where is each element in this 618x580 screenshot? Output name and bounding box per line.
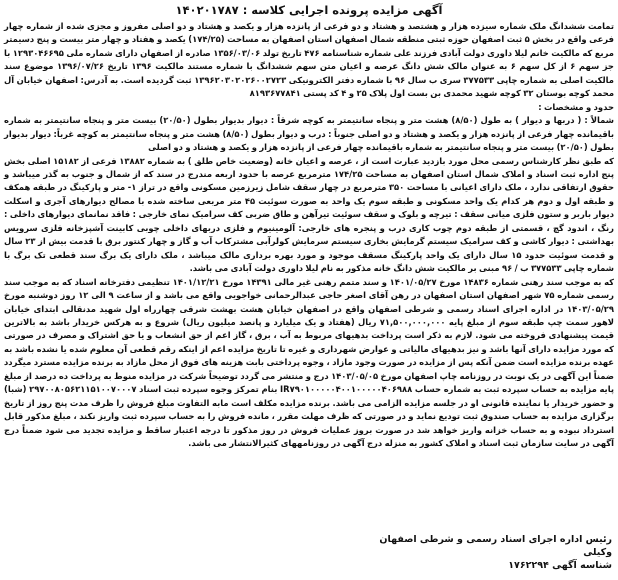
- boundaries-heading: حدود و مشخصات :: [538, 101, 614, 112]
- expert-assessment: که طبق نظر کارشناس رسمی محل مورد بازدید عبارت است از ، عرصه و اعیان خانه (وضعیت خاص طلق ) به شماره ۱۳۸۸۲ فرعی از ۱۵۱۸۲ اصلی بخش پنج اداره ثبت اسناد و املاک شمال استان اصفهان به مساحت ۱۷۴/۲۵ مترمربع عرصه با حدود اربعه مندرج در سند که از شمال و جنوب به گذر میباشد و حقوق ارتفاقی ندارد ، ملک دارای اعیانی با مساحت ۳۵۰ مترمربع در چهار سقف شامل زیرزمین مسکونی واقع در تراز ۱- متر و پارکینگ در طبقه همکف و طبقه اول و دوم هر کدام یک واحد مسکونی و طبقه سوم یک واحد به صورت سوئیت ۴۵ متر مربعی ساخته شده با مصالح دیوارهای آجری و اسکلت دیوار باربر و ستون فلزی میانی سقف : تیرچه و بلوک و سقف سوئیت تیرآهن و طاق ضربی کف سرامیک نمای خارجی : فاقد نمانمای دیوارهای داخلی : رنگ ، اندود گچ ، قسمتی از طبقه دوم چوب کاری درب و پنجره های خارجی: آلومینیوم و فلزی دربهای داخلی چوبی کابینت آشپزخانه فلزی سرویس بهداشتی : دیوار کاشی و کف سرامیک سیستم گرمایش بخاری سیستم سرمایش کولرآبی مشترکاب آب و گاز و چهار کنتور برق با قدمت بیش از ۲۳ سال و قدمت سوئیت حدود ۱۵ سال دارای یک واحد پارکینگ مسقف موجود و مورد بهره برداری مالک میباشد ، ملک دارای یک برگ سند قطعی تک برگ با شماره چاپی ۳۷۷۵۳۳ ب / ۹۶ مبنی بر مالکیت شش دانگ خانه مذکور به نام لیلا داوری دولت آبادی می باشد.: [4, 155, 615, 274]
- notice-id: شناسه آگهی ۱۷۶۲۲۹۴: [508, 560, 612, 571]
- signature-office: رئیس اداره اجرای اسناد رسمی و شرطی اصفهان: [379, 534, 612, 545]
- signature-block: [379, 533, 614, 572]
- auction-notice: [4, 2, 614, 576]
- notice-title: آگهی مزایده پرونده اجرایی کلاسه : ۱۴۰۲۰۱۷۸۷: [175, 3, 443, 17]
- property-description: تمامت ششدانگ ملک شماره سیزده هزار و هشتصد و هشتاد و دو فرعی از پانزده هزار و یکصد و هشتاد و دو اصلی مفروز و مجزی شده از شماره چهار فرعی واقع در بخش ۵ ثبت اصفهان حوزه ثبتی منطقه شمال اصفهان استان اصفهان به مساحت (۱۷۴/۲۵) یکصد و هفتاد و چهار متر بیست و پنج دسیمتر مربع که مالکیت خانم لیلا داوری دولت آبادی فرزند علی شماره شناسنامه ۴۷۶ تاریخ تولد ۱۳۵۶/۰۳/۰۶ صادره از اصفهان دارای شماره ملی ۱۲۹۳۰۴۶۶۹۵ با جز سهم ۶ از کل سهم ۶ به عنوان مالک شش دانگ عرصه و اعیان متن سهم ششدانگ با شماره مستند مالکیت ۱۳۹۶ تاریخ ۱۳۹۶/۰۷/۲۶ موضوع سند مالکیت اصلی به شماره چاپی ۳۷۷۵۳۳ سری ب سال ۹۶ با شماره دفتر الکترونیکی ۱۳۹۶۲۰۳۰۲۰۲۶۰۰۲۷۲۳ ثبت گردیده است. به آدرس: اصفهان خیابان آل محمد کوچه بوستان ۳۲ کوچه شهید محمدی بن بست اول پلاک ۲۵ و ۴ کد پستی ۸۱۹۳۶۷۷۸۴۱: [4, 21, 615, 99]
- boundaries-details: شمالاً : ( دربها و دیوار ) به طول (۸/۵۰) هشت متر و پنجاه سانتیمتر به کوچه شرقاً : دیوار بدیوار بطول (۲۰/۵۰) بیست متر و پنجاه سانتیمتر به شماره باقیمانده چهار فرعی از پانزده هزار و یکصد و هشتاد و دو اصلی جنوباً : درب و دیوار بطول (۸/۵۰) هشت متر و پنجاه سانتیمتر به کوچه غرباً: دیوار بدیوار بطول (۲۰/۵۰) بیست متر و پنجاه سانتیمتر به شماره باقیمانده چهار فرعی از پانزده هزار و یکصد و هشتاد و دو اصلی: [4, 115, 614, 153]
- signature-name: وکیلی: [583, 547, 612, 558]
- auction-terms: که به موجب سند رهنی شماره ۱۴۸۳۶ مورخ ۱۴۰۱/۰۵/۲۷ و سند متمم رهنی غیر مالی ۱۴۳۹۱ مورخ ۱۴۰۱/۱۲/۲۱ تنظیمی دفترخانه اسناد که به موجب سند رسمی شماره ۷۵ شهر اصفهان استان اصفهان در رهن آقای اصغر حاجی عبدالرحمانی خواجویی واقع می باشد و از ساعت ۹ الی ۱۲ روز دوشنبه مورخ ۱۴۰۳/۰۵/۲۹ در اداره اجرای اسناد رسمی و شرطی اصفهان واقع در اصفهان خیابان هشت بهشت شرقی چهارراه اول شهید مدنقالی ابتدای خیابان لاهور سمت چپ طبقه سوم از مبلغ پایه ۷۱,۵۰۰,۰۰۰,۰۰۰ ریال (هفتاد و یک میلیارد و پانصد میلیون ریال) شروع و به هرکس خریدار باشد به بالاترین قیمت پیشنهادی فروخته می شود. لازم به ذکر است پرداخت بدهیهای مربوط به آب ، برق ، گاز اعم از حق انشعاب و یا حق اشتراک و مصرف در صورتی که مورد مزایده دارای آنها باشد و نیز بدهیهای مالیاتی و عوارض شهرداری و غیره تا تاریخ مزایده اعم از اینکه رقم قطعی آن معلوم شده یا نشده باشد به عهده برنده مزایده است ضمن آنکه پس از مزایده در صورت وجود مازاد ، وجوه پرداختی بابت هزینه های فوق از محل مازاد به برنده مزایده مسترد میگردد ضمناً این آگهی در یک نوبت در روزنامه چاپ اصفهان مورخ ۱۴۰۳/۰۵/۰۵ درج و منتشر می گردد توضیحاً شرکت در مزایده منوط به پرداخت ده درصد از مبلغ پایه مزایده به حساب سپرده ثبت به شماره حساب IR۷۹۰۱۰۰۰۰۰۴۰۰۱۰۰۰۰۰۴۰۶۹۸۸ بنام تمرکز وجوه سپرده ثبت اسناد ۲۹۷۰۰۸۰۵۶۲۱۱۵۱۰۰۷۰۰۰۷ (شبا) و حضور خریدار یا نماینده قانونی او در جلسه مزایده الزامی می باشد. برنده مزایده مکلف است مابه التفاوت مبلغ فروش را ظرف مدت پنج روز از تاریخ برگزاری مزایده به حساب صندوق ثبت تودیع نماید و در صورتی که ظرف مهلت مقرر ، مانده فروش را به حساب سپرده ثبت واریز نکند ، مبلغ مذکور قابل استرداد نبوده و به حساب خزانه واریز خواهد شد در صورت بروز عملیات فروش در روز مذکور تا درجه اعتبار ساقط و مزایده تجدید می شود ضمناً درج آگهی در سایت سازمان ثبت اسناد و املاک کشور به منزله درج آگهی در روزنامههای کثیرالانتشار می باشد.: [4, 276, 615, 449]
